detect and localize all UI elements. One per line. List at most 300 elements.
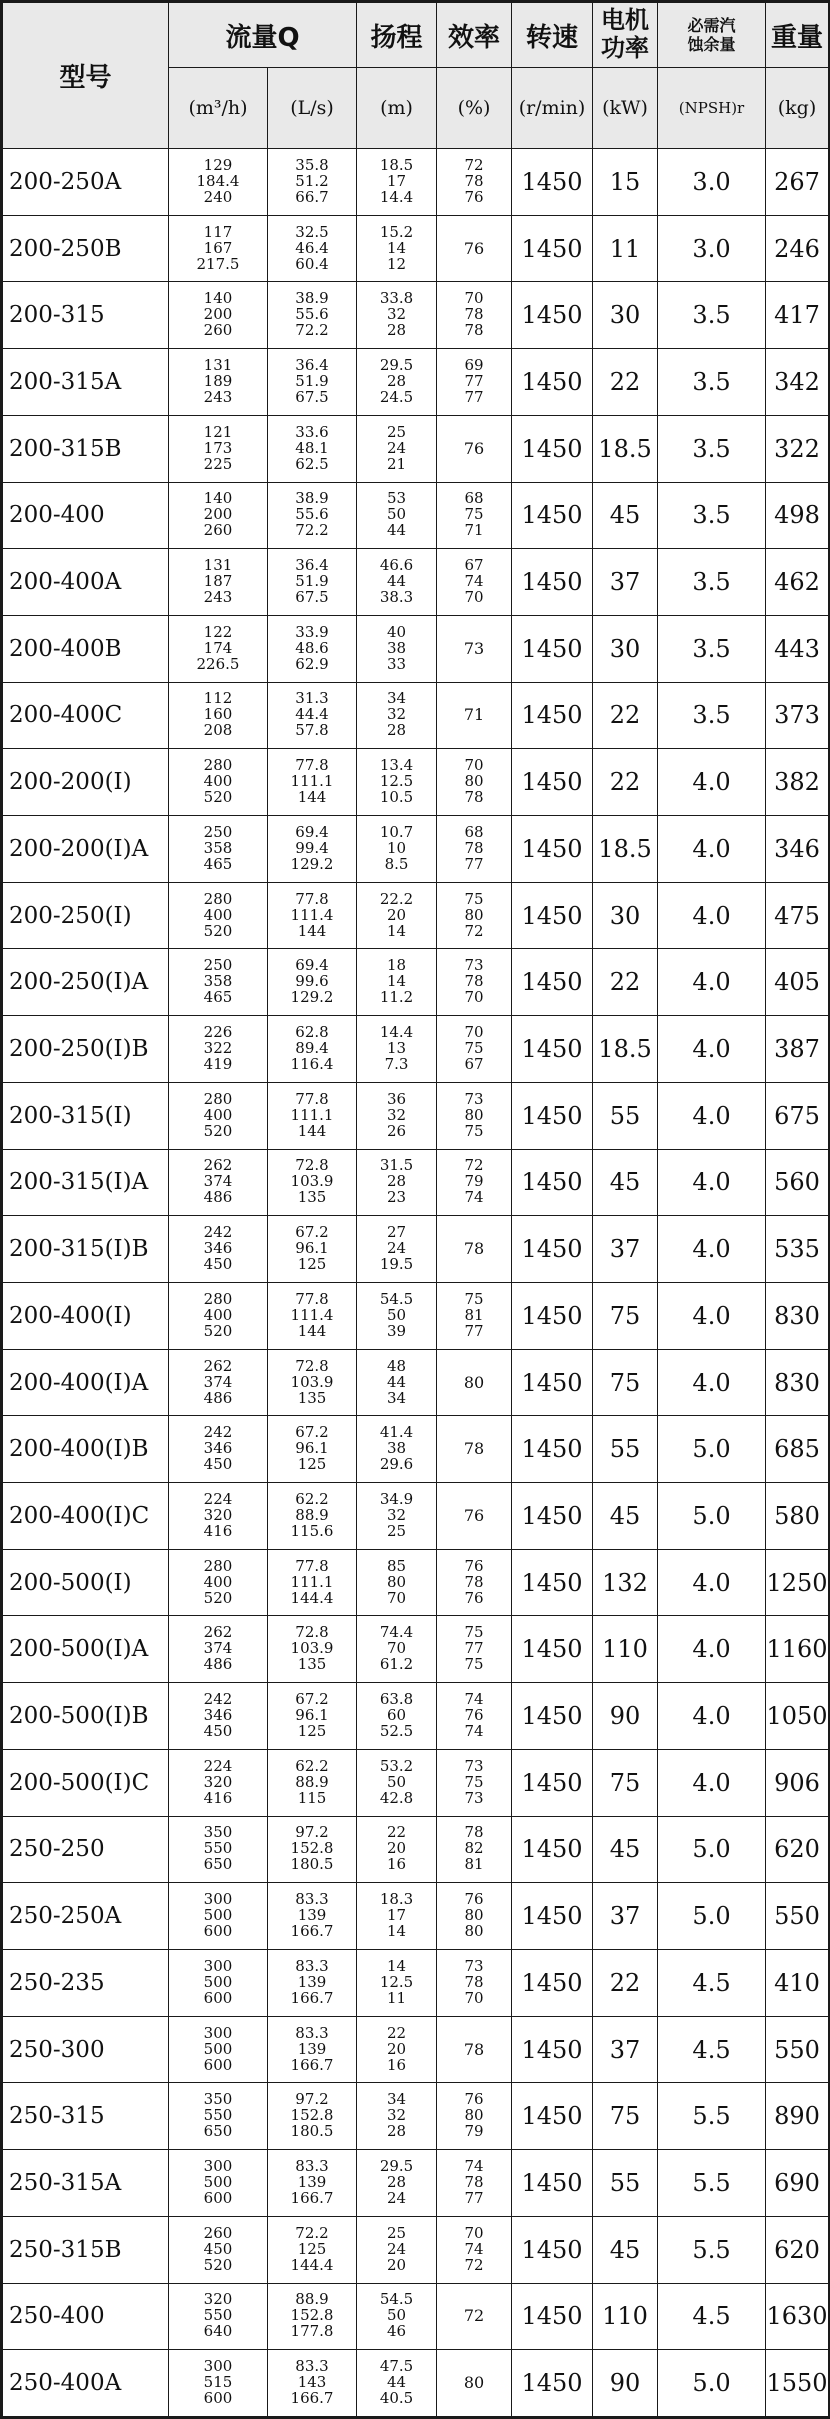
head-cell-value: 31.5 [379, 1156, 414, 1175]
head-cell-value: 32 [386, 1505, 407, 1524]
flow-ls-cell-value: 144 [297, 1121, 327, 1140]
flow-m3h-cell [169, 1616, 268, 1683]
flow-m3h-cell-value: 280 [203, 756, 233, 775]
efficiency-cell-value: 71 [464, 521, 484, 540]
weight-cell: 246 [766, 215, 829, 282]
flow-m3h-cell [169, 282, 268, 349]
efficiency-cell-value: 78 [464, 1572, 484, 1591]
header-head: 扬程 [357, 3, 437, 68]
table-row [3, 816, 829, 883]
efficiency-cell-value: 82 [464, 1839, 484, 1858]
npsh-cell: 4.0 [658, 1149, 766, 1216]
flow-ls-cell-value: 103.9 [290, 1639, 334, 1658]
flow-ls-cell-value: 97.2 [295, 1823, 329, 1842]
speed-cell: 1450 [512, 816, 593, 883]
flow-ls-cell-value: 77.8 [295, 756, 329, 775]
unit-head: (m) [357, 68, 437, 149]
head-cell-value: 28 [386, 321, 407, 340]
flow-ls-cell-value: 152.8 [290, 2106, 334, 2125]
model-cell: 200-250(I)B [3, 1016, 169, 1083]
power-cell: 45 [593, 482, 658, 549]
power-cell: 55 [593, 1416, 658, 1483]
power-cell: 75 [593, 2083, 658, 2150]
table-row [3, 482, 829, 549]
head-cell-value: 8.5 [384, 854, 409, 873]
head-cell-value: 14.4 [379, 187, 414, 206]
flow-ls-cell-value: 83.3 [295, 2357, 329, 2376]
flow-m3h-cell [169, 215, 268, 282]
head-cell-value: 28 [386, 371, 407, 390]
efficiency-cell-value: 78 [464, 1972, 484, 1991]
efficiency-cell [437, 1016, 512, 1083]
weight-cell: 462 [766, 549, 829, 616]
flow-m3h-cell [169, 1349, 268, 1416]
speed-cell: 1450 [512, 2016, 593, 2083]
flow-m3h-cell-value: 240 [203, 187, 233, 206]
table-row [3, 2283, 829, 2350]
efficiency-cell-value: 75 [464, 1121, 484, 1140]
power-cell: 110 [593, 1616, 658, 1683]
flow-m3h-cell-value: 224 [203, 1756, 233, 1775]
flow-m3h-cell-value: 260 [203, 2223, 233, 2242]
weight-cell: 443 [766, 615, 829, 682]
speed-cell: 1450 [512, 1749, 593, 1816]
weight-cell: 1160 [766, 1616, 829, 1683]
flow-m3h-cell-value: 520 [203, 1321, 233, 1340]
flow-m3h-cell-value: 600 [203, 1988, 233, 2007]
npsh-cell: 3.0 [658, 215, 766, 282]
npsh-cell: 3.5 [658, 549, 766, 616]
head-cell-value: 34.9 [379, 1489, 414, 1508]
table-row [3, 615, 829, 682]
power-cell: 22 [593, 1949, 658, 2016]
efficiency-cell [437, 749, 512, 816]
efficiency-cell-value: 78 [464, 305, 484, 324]
npsh-cell: 4.0 [658, 1749, 766, 1816]
power-cell: 37 [593, 1883, 658, 1950]
flow-ls-cell [268, 1082, 357, 1149]
efficiency-cell [437, 1282, 512, 1349]
flow-m3h-cell-value: 520 [203, 1121, 233, 1140]
model-cell: 200-315(I) [3, 1082, 169, 1149]
weight-cell: 342 [766, 349, 829, 416]
npsh-cell: 5.0 [658, 1416, 766, 1483]
flow-m3h-cell-value: 500 [203, 1906, 233, 1925]
speed-cell: 1450 [512, 1149, 593, 1216]
efficiency-cell-value: 78 [464, 1823, 484, 1842]
efficiency-cell-value: 77 [464, 2188, 484, 2207]
efficiency-cell-value: 81 [464, 1855, 484, 1874]
efficiency-cell-value: 79 [464, 1172, 484, 1191]
flow-m3h-cell-value: 600 [203, 2389, 233, 2408]
flow-m3h-cell-value: 260 [203, 521, 233, 540]
flow-m3h-cell-value: 486 [203, 1188, 233, 1207]
efficiency-cell-value: 78 [463, 2039, 485, 2059]
flow-m3h-cell-value: 242 [203, 1423, 233, 1442]
flow-m3h-cell-value: 117 [203, 222, 233, 241]
head-cell-value: 17 [386, 171, 407, 190]
power-cell: 110 [593, 2283, 658, 2350]
head-cell [357, 1683, 437, 1750]
flow-m3h-cell-value: 416 [203, 1788, 233, 1807]
speed-cell: 1450 [512, 282, 593, 349]
flow-ls-cell-value: 66.7 [295, 187, 329, 206]
efficiency-cell-value: 76 [464, 1556, 484, 1575]
head-cell-value: 38.3 [379, 588, 414, 607]
flow-m3h-cell-value: 400 [203, 1105, 233, 1124]
flow-m3h-cell-value: 167 [203, 238, 233, 257]
table-row [3, 1883, 829, 1950]
flow-m3h-cell-value: 465 [203, 854, 233, 873]
efficiency-cell [437, 2016, 512, 2083]
efficiency-cell [437, 2150, 512, 2217]
flow-ls-cell-value: 32.5 [295, 222, 329, 241]
model-cell: 250-250 [3, 1816, 169, 1883]
npsh-cell: 4.0 [658, 1282, 766, 1349]
model-cell: 250-300 [3, 2016, 169, 2083]
model-cell: 250-315A [3, 2150, 169, 2217]
head-cell-value: 24 [386, 1239, 407, 1258]
power-cell: 22 [593, 349, 658, 416]
npsh-cell: 5.5 [658, 2216, 766, 2283]
flow-m3h-cell [169, 549, 268, 616]
flow-ls-cell-value: 180.5 [290, 2122, 334, 2141]
head-cell [357, 615, 437, 682]
head-cell-value: 13.4 [379, 756, 414, 775]
efficiency-cell-value: 74 [464, 1188, 484, 1207]
table-row [3, 1082, 829, 1149]
speed-cell: 1450 [512, 1616, 593, 1683]
head-cell-value: 12.5 [379, 772, 414, 791]
flow-m3h-cell [169, 949, 268, 1016]
power-cell: 45 [593, 2216, 658, 2283]
flow-ls-cell-value: 51.9 [295, 371, 329, 390]
flow-ls-cell [268, 682, 357, 749]
power-cell: 30 [593, 615, 658, 682]
efficiency-cell-value: 68 [464, 822, 484, 841]
efficiency-cell-value: 80 [464, 1922, 484, 1941]
npsh-cell: 4.5 [658, 2283, 766, 2350]
header-npsh [658, 3, 766, 68]
head-cell-value: 54.5 [379, 1289, 414, 1308]
flow-m3h-cell [169, 1282, 268, 1349]
flow-m3h-cell-value: 450 [203, 1455, 233, 1474]
efficiency-cell-value: 67 [464, 1054, 484, 1073]
flow-ls-cell-value: 83.3 [295, 2023, 329, 2042]
head-cell [357, 2083, 437, 2150]
head-cell [357, 882, 437, 949]
npsh-cell: 5.5 [658, 2150, 766, 2217]
head-cell [357, 682, 437, 749]
flow-ls-cell [268, 882, 357, 949]
speed-cell: 1450 [512, 2150, 593, 2217]
flow-m3h-cell-value: 500 [203, 1972, 233, 1991]
head-cell-value: 20 [386, 905, 407, 924]
flow-ls-cell-value: 67.2 [295, 1423, 329, 1442]
npsh-cell: 4.0 [658, 816, 766, 883]
head-cell-value: 33 [386, 654, 407, 673]
npsh-cell: 5.0 [658, 1483, 766, 1550]
table-row [3, 1149, 829, 1216]
power-cell: 132 [593, 1549, 658, 1616]
npsh-cell: 5.5 [658, 2083, 766, 2150]
flow-ls-cell-value: 60.4 [295, 254, 329, 273]
flow-ls-cell-value: 88.9 [295, 1772, 329, 1791]
flow-m3h-cell-value: 250 [203, 822, 233, 841]
head-cell-value: 42.8 [379, 1788, 414, 1807]
table-row [3, 1749, 829, 1816]
header-power-line2: 功率 [601, 34, 650, 62]
flow-ls-cell-value: 67.2 [295, 1223, 329, 1242]
head-cell-value: 29.5 [379, 2156, 414, 2175]
power-cell: 75 [593, 1282, 658, 1349]
flow-ls-cell-value: 62.9 [295, 654, 329, 673]
flow-ls-cell-value: 166.7 [290, 2188, 334, 2207]
flow-ls-cell [268, 615, 357, 682]
speed-cell: 1450 [512, 1683, 593, 1750]
head-cell-value: 17 [386, 1906, 407, 1925]
efficiency-cell [437, 2350, 512, 2417]
flow-ls-cell [268, 1149, 357, 1216]
model-cell: 200-250(I)A [3, 949, 169, 1016]
flow-ls-cell [268, 1416, 357, 1483]
model-cell: 200-400(I)C [3, 1483, 169, 1550]
flow-ls-cell-value: 77.8 [295, 1089, 329, 1108]
flow-ls-cell-value: 166.7 [290, 2055, 334, 2074]
weight-cell: 346 [766, 816, 829, 883]
efficiency-cell [437, 1616, 512, 1683]
head-cell-value: 36 [386, 1089, 407, 1108]
table-row [3, 1949, 829, 2016]
efficiency-cell-value: 78 [463, 1239, 485, 1259]
flow-ls-cell-value: 139 [297, 1906, 327, 1925]
flow-m3h-cell-value: 217.5 [196, 254, 240, 273]
flow-ls-cell-value: 62.8 [295, 1022, 329, 1041]
table-row [3, 1016, 829, 1083]
model-cell: 200-200(I)A [3, 816, 169, 883]
efficiency-cell-value: 76 [464, 2090, 484, 2109]
flow-ls-cell-value: 83.3 [295, 1890, 329, 1909]
flow-m3h-cell [169, 2216, 268, 2283]
flow-m3h-cell [169, 1416, 268, 1483]
table-row [3, 349, 829, 416]
efficiency-cell [437, 349, 512, 416]
flow-m3h-cell-value: 160 [203, 705, 233, 724]
flow-ls-cell-value: 180.5 [290, 1855, 334, 1874]
head-cell [357, 349, 437, 416]
model-cell: 200-500(I)C [3, 1749, 169, 1816]
flow-m3h-cell-value: 450 [203, 1722, 233, 1741]
model-cell: 200-400(I)B [3, 1416, 169, 1483]
efficiency-cell-value: 78 [464, 838, 484, 857]
power-cell: 37 [593, 549, 658, 616]
flow-m3h-cell [169, 2083, 268, 2150]
head-cell-value: 40 [386, 622, 407, 641]
model-cell: 200-200(I) [3, 749, 169, 816]
weight-cell: 322 [766, 415, 829, 482]
head-cell-value: 70 [386, 1639, 407, 1658]
head-cell-value: 25 [386, 422, 407, 441]
flow-m3h-cell-value: 131 [203, 355, 233, 374]
flow-m3h-cell-value: 300 [203, 1956, 233, 1975]
head-cell-value: 50 [386, 1772, 407, 1791]
flow-ls-cell-value: 103.9 [290, 1172, 334, 1191]
flow-m3h-cell-value: 650 [203, 2122, 233, 2141]
head-cell [357, 1416, 437, 1483]
head-cell-value: 22 [386, 2023, 407, 2042]
npsh-cell: 3.5 [658, 282, 766, 349]
head-cell-value: 32 [386, 305, 407, 324]
table-row [3, 2083, 829, 2150]
flow-m3h-cell [169, 682, 268, 749]
table-row [3, 1416, 829, 1483]
flow-m3h-cell [169, 1149, 268, 1216]
flow-m3h-cell [169, 615, 268, 682]
power-cell: 22 [593, 749, 658, 816]
speed-cell: 1450 [512, 482, 593, 549]
flow-ls-cell-value: 96.1 [295, 1239, 329, 1258]
efficiency-cell-value: 81 [464, 1305, 484, 1324]
header-speed: 转速 [512, 3, 593, 68]
head-cell-value: 25 [386, 2223, 407, 2242]
efficiency-cell [437, 1749, 512, 1816]
head-cell-value: 47.5 [379, 2357, 414, 2376]
flow-ls-cell-value: 135 [297, 1655, 327, 1674]
head-cell [357, 1549, 437, 1616]
flow-m3h-cell-value: 243 [203, 387, 233, 406]
header-weight: 重量 [766, 3, 829, 68]
head-cell-value: 24 [386, 2239, 407, 2258]
speed-cell: 1450 [512, 1483, 593, 1550]
efficiency-cell [437, 2083, 512, 2150]
efficiency-cell [437, 2283, 512, 2350]
head-cell [357, 482, 437, 549]
efficiency-cell [437, 882, 512, 949]
flow-ls-cell-value: 46.4 [295, 238, 329, 257]
speed-cell: 1450 [512, 1082, 593, 1149]
npsh-cell: 5.0 [658, 1816, 766, 1883]
flow-m3h-cell-value: 226 [203, 1022, 233, 1041]
flow-m3h-cell [169, 482, 268, 549]
flow-ls-cell-value: 144.4 [290, 2255, 334, 2274]
head-cell [357, 1016, 437, 1083]
head-cell [357, 1349, 437, 1416]
head-cell-value: 50 [386, 2306, 407, 2325]
model-cell: 200-400B [3, 615, 169, 682]
flow-m3h-cell-value: 416 [203, 1521, 233, 1540]
model-cell: 250-235 [3, 1949, 169, 2016]
head-cell-value: 18 [386, 956, 407, 975]
efficiency-cell [437, 816, 512, 883]
flow-m3h-cell-value: 300 [203, 1890, 233, 1909]
npsh-cell: 5.0 [658, 1883, 766, 1950]
weight-cell: 580 [766, 1483, 829, 1550]
flow-m3h-cell-value: 450 [203, 2239, 233, 2258]
flow-ls-cell [268, 1483, 357, 1550]
flow-ls-cell-value: 72.2 [295, 321, 329, 340]
efficiency-cell-value: 74 [464, 1722, 484, 1741]
flow-ls-cell [268, 1949, 357, 2016]
efficiency-cell-value: 73 [464, 1089, 484, 1108]
weight-cell: 410 [766, 1949, 829, 2016]
efficiency-cell-value: 70 [464, 988, 484, 1007]
power-cell: 90 [593, 2350, 658, 2417]
head-cell-value: 44 [386, 521, 407, 540]
unit-weight: (kg) [766, 68, 829, 149]
flow-m3h-cell-value: 400 [203, 772, 233, 791]
flow-m3h-cell-value: 640 [203, 2322, 233, 2341]
weight-cell: 1630 [766, 2283, 829, 2350]
model-cell: 200-250A [3, 149, 169, 216]
flow-m3h-cell [169, 882, 268, 949]
flow-m3h-cell-value: 358 [203, 972, 233, 991]
efficiency-cell-value: 80 [464, 905, 484, 924]
flow-ls-cell-value: 77.8 [295, 1289, 329, 1308]
head-cell [357, 816, 437, 883]
head-cell-value: 53 [386, 489, 407, 508]
head-cell [357, 1082, 437, 1149]
speed-cell: 1450 [512, 2283, 593, 2350]
model-cell: 250-400 [3, 2283, 169, 2350]
head-cell-value: 38 [386, 1439, 407, 1458]
npsh-cell: 3.5 [658, 349, 766, 416]
flow-ls-cell-value: 31.3 [295, 689, 329, 708]
efficiency-cell-value: 73 [463, 638, 485, 658]
head-cell [357, 282, 437, 349]
head-cell-value: 28 [386, 721, 407, 740]
flow-ls-cell-value: 96.1 [295, 1439, 329, 1458]
unit-flow-m3h: (m³/h) [169, 68, 268, 149]
model-cell: 200-400A [3, 549, 169, 616]
table-row [3, 1349, 829, 1416]
efficiency-cell [437, 1683, 512, 1750]
flow-m3h-cell-value: 122 [203, 622, 233, 641]
weight-cell: 550 [766, 2016, 829, 2083]
flow-m3h-cell-value: 520 [203, 2255, 233, 2274]
head-cell-value: 29.6 [379, 1455, 414, 1474]
model-cell: 200-315(I)A [3, 1149, 169, 1216]
head-cell-value: 29.5 [379, 355, 414, 374]
flow-ls-cell [268, 1216, 357, 1283]
power-cell: 18.5 [593, 1016, 658, 1083]
flow-m3h-cell-value: 226.5 [196, 654, 240, 673]
efficiency-cell-value: 72 [464, 2255, 484, 2274]
flow-ls-cell [268, 2016, 357, 2083]
table-row [3, 682, 829, 749]
head-cell-value: 60 [386, 1706, 407, 1725]
flow-ls-cell-value: 115 [297, 1788, 327, 1807]
flow-ls-cell-value: 83.3 [295, 1956, 329, 1975]
flow-m3h-cell-value: 262 [203, 1356, 233, 1375]
flow-ls-cell-value: 72.2 [295, 521, 329, 540]
flow-ls-cell-value: 116.4 [290, 1054, 334, 1073]
flow-m3h-cell [169, 1749, 268, 1816]
flow-m3h-cell-value: 600 [203, 2055, 233, 2074]
head-cell-value: 19.5 [379, 1255, 414, 1274]
efficiency-cell [437, 1416, 512, 1483]
head-cell-value: 63.8 [379, 1690, 414, 1709]
flow-ls-cell-value: 67.5 [295, 387, 329, 406]
head-cell [357, 749, 437, 816]
head-cell-value: 18.3 [379, 1890, 414, 1909]
flow-ls-cell [268, 2216, 357, 2283]
table-row [3, 1616, 829, 1683]
head-cell-value: 24.5 [379, 387, 414, 406]
flow-m3h-cell-value: 350 [203, 1823, 233, 1842]
flow-m3h-cell-value: 242 [203, 1690, 233, 1709]
model-cell: 200-250B [3, 215, 169, 282]
head-cell-value: 20 [386, 2039, 407, 2058]
